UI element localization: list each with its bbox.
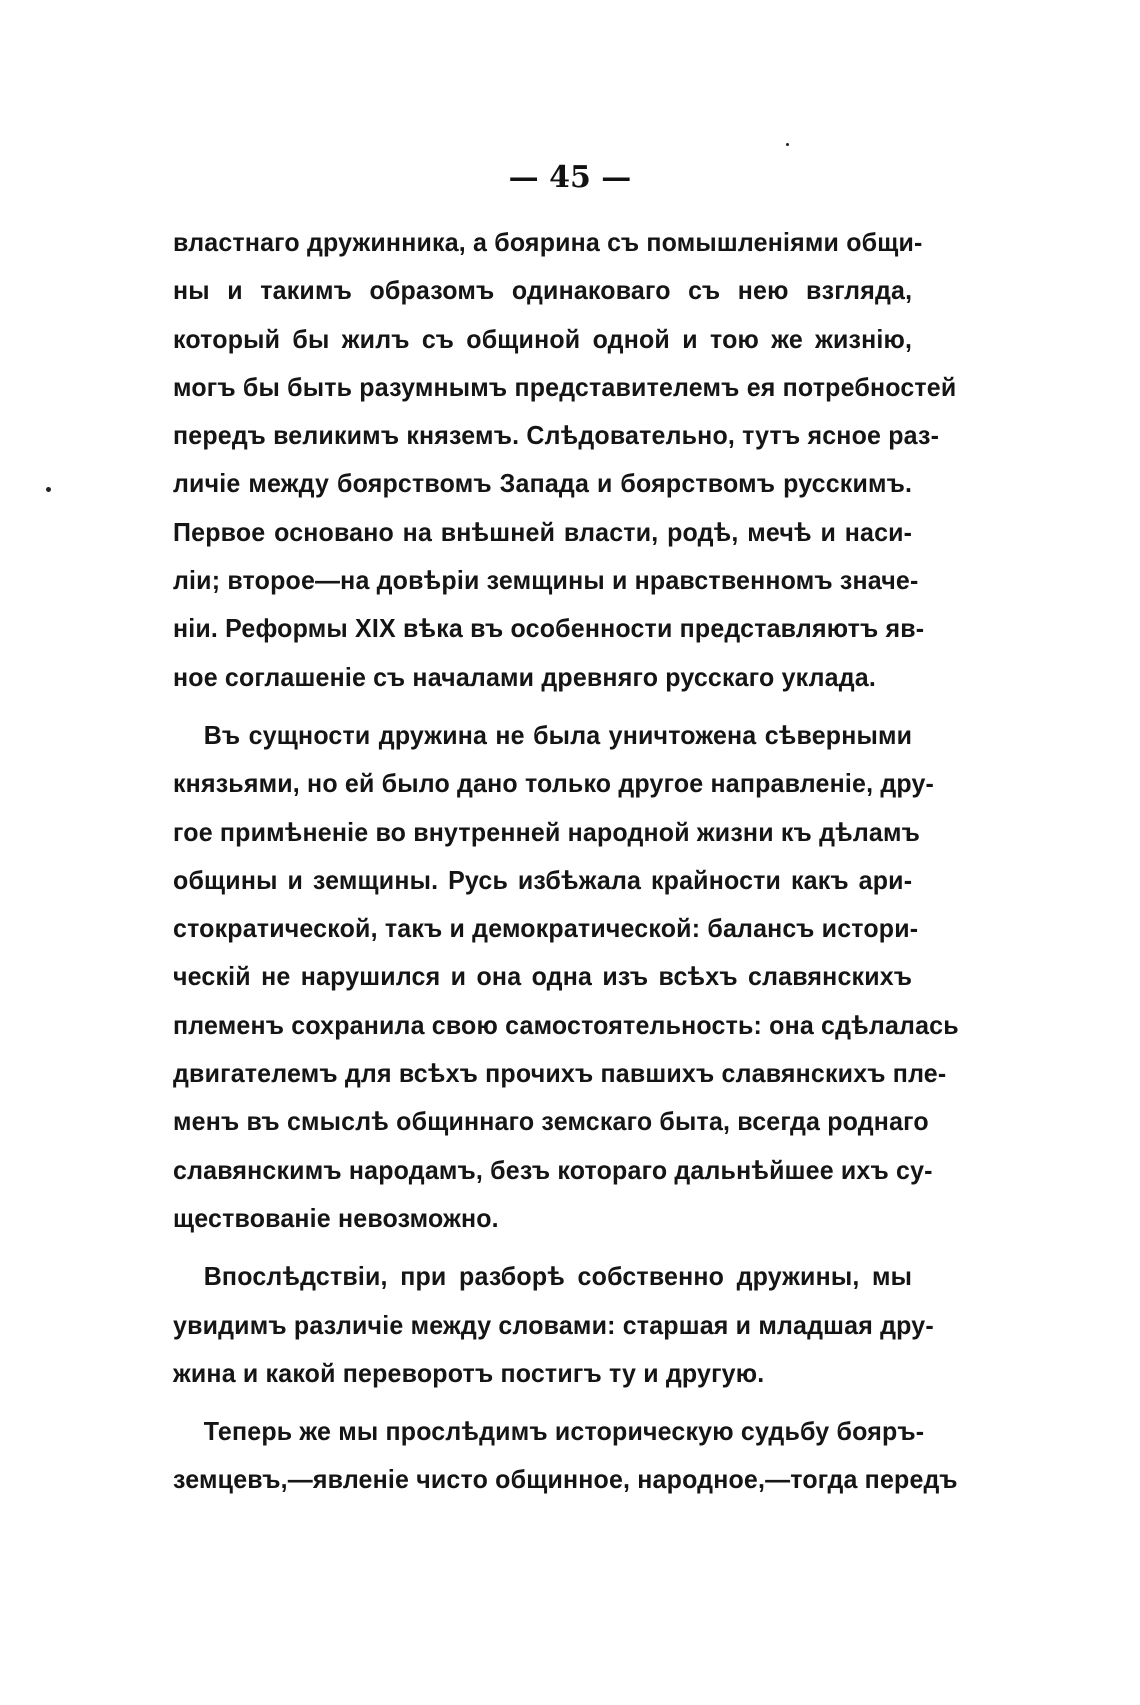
- text-line: двигателемъ для всѣхъ прочихъ павшихъ славянскихъ пле-: [173, 1058, 947, 1089]
- text-line: Первое основано на внѣшней власти, родѣ, мечѣ и наси-: [173, 516, 913, 547]
- text-line: ное соглашеніе съ началами древняго русскаго уклада.: [173, 661, 876, 692]
- text-line: могъ бы быть разумнымъ представителемъ ея потребностей: [173, 371, 957, 402]
- text-line: стократической, такъ и демократической: балансъ истори-: [173, 913, 919, 944]
- text-line: ніи. Реформы XIX вѣка въ особенности представляютъ яв-: [173, 613, 925, 644]
- paragraph-4: [173, 1407, 958, 1504]
- text-line: менъ въ смыслѣ общиннаго земскаго быта, всегда роднаго: [173, 1106, 929, 1137]
- ink-speck: [786, 143, 789, 146]
- text-line: личіе между боярствомъ Запада и боярствомъ русскимъ.: [173, 468, 913, 499]
- text-line: Теперь же мы прослѣдимъ историческую судьбу бояръ-: [203, 1416, 925, 1447]
- text-line: передъ великимъ княземъ. Слѣдовательно, тутъ ясное раз-: [173, 420, 940, 451]
- text-line: который бы жилъ съ общиной одной и тою же жизнію,: [173, 323, 913, 354]
- text-line: ліи; второе—на довѣріи земщины и нравственномъ значе-: [173, 565, 919, 596]
- text-line: Впослѣдствіи, при разборѣ собственно дружины, мы: [203, 1261, 913, 1292]
- paragraph-3: [173, 1252, 943, 1397]
- ink-speck: [46, 487, 51, 492]
- page-number: — 45 —: [508, 160, 632, 195]
- body-text: [173, 218, 959, 1514]
- paragraph-2: [173, 711, 959, 1242]
- text-line: Въ сущности дружина не была уничтожена сѣверными: [203, 719, 913, 750]
- text-line: князьями, но ей было дано только другое направленіе, дру-: [173, 768, 935, 799]
- text-line: гое примѣненіе во внутренней народной жизни къ дѣламъ: [173, 816, 920, 847]
- text-line: земцевъ,—явленіе чисто общинное, народное,—тогда передъ: [173, 1464, 958, 1495]
- text-line: ществованіе невозможно.: [173, 1202, 499, 1233]
- text-line: увидимъ различіе между словами: старшая и младшая дру-: [173, 1309, 934, 1340]
- text-line: ческій не нарушился и она одна изъ всѣхъ славянскихъ: [173, 961, 913, 992]
- text-line: племенъ сохранила свою самостоятельность: она сдѣлалась: [173, 1009, 959, 1040]
- text-line: славянскимъ народамъ, безъ котораго дальнѣйшее ихъ су-: [173, 1154, 933, 1185]
- text-line: общины и земщины. Русь избѣжала крайности какъ ари-: [173, 864, 913, 895]
- paragraph-1: [173, 218, 957, 701]
- text-line: властнаго дружинника, а боярина съ помышленіями общи-: [173, 227, 923, 257]
- text-line: жина и какой переворотъ постигъ ту и другую.: [173, 1357, 765, 1388]
- text-line: ны и такимъ образомъ одинаковаго съ нею взгляда,: [173, 275, 913, 306]
